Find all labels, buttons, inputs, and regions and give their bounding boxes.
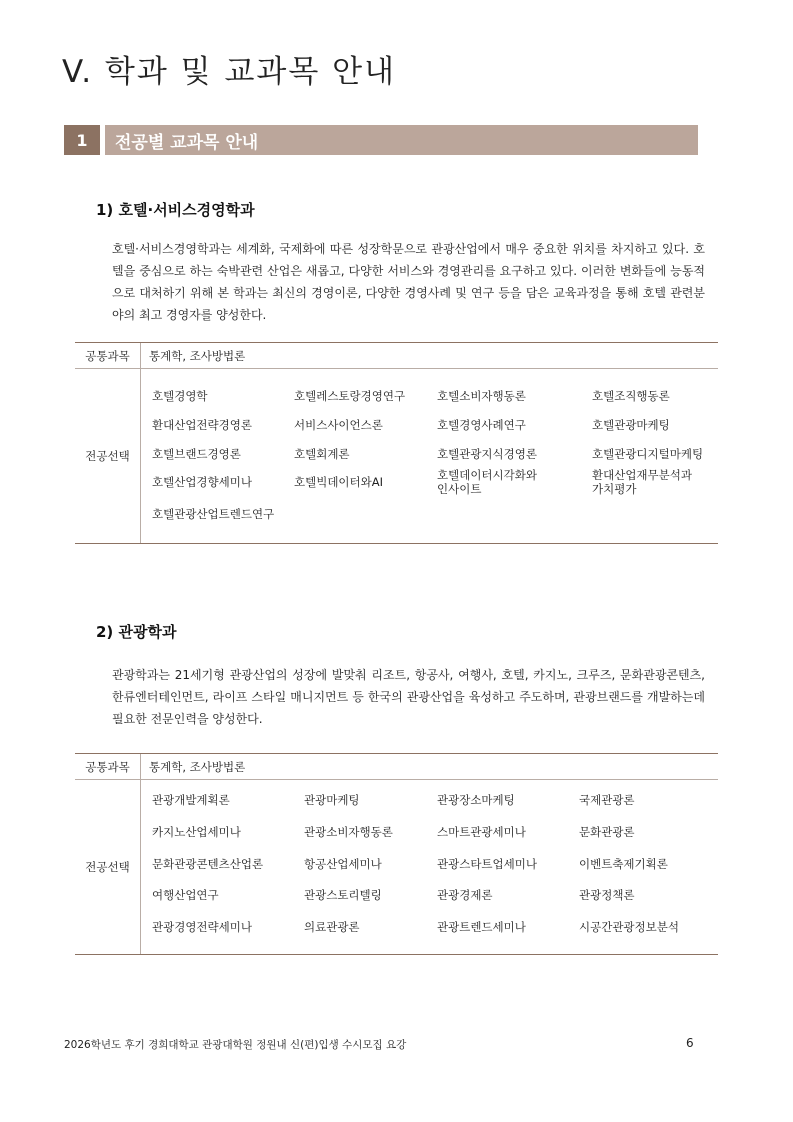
course-item: 호텔산업경향세미나: [152, 475, 252, 489]
course-item: 관광정책론: [579, 888, 635, 902]
course-item: 서비스사이언스론: [294, 418, 383, 432]
course-item: 호텔데이터시각화와 인사이트: [437, 468, 537, 496]
chapter-title: V. 학과 및 교과목 안내: [62, 54, 397, 90]
course-item: 문화관광콘텐츠산업론: [152, 857, 264, 871]
course-item: 의료관광론: [304, 920, 360, 934]
course-item: 관광마케팅: [304, 793, 360, 807]
course-item: 환대산업전략경영론: [152, 418, 252, 432]
course-item: 호텔관광디지털마케팅: [592, 447, 704, 461]
course-item: 관광소비자행동론: [304, 825, 393, 839]
course-item: 카지노산업세미나: [152, 825, 241, 839]
dept-heading-tourism: 2) 관광학과: [96, 623, 177, 641]
course-item: 호텔브랜드경영론: [152, 447, 241, 461]
dept-heading-hotel: 1) 호텔·서비스경영학과: [96, 201, 255, 219]
course-item: 관광스토리텔링: [304, 888, 382, 902]
course-grid: [141, 780, 718, 954]
course-item: 항공산업세미나: [304, 857, 382, 871]
course-item: 국제관광론: [579, 793, 635, 807]
course-item: 호텔관광지식경영론: [437, 447, 537, 461]
course-item: 호텔레스토랑경영연구: [294, 389, 406, 403]
course-item: 문화관광론: [579, 825, 635, 839]
course-item: 호텔조직행동론: [592, 389, 670, 403]
major-electives-row: [75, 780, 718, 954]
major-electives-label: 전공선택: [75, 369, 141, 543]
course-item: 관광경영전략세미나: [152, 920, 252, 934]
course-item: 호텔관광산업트렌드연구: [152, 507, 275, 521]
section-title: 전공별 교과목 안내: [105, 125, 698, 155]
course-grid: [141, 369, 718, 543]
course-item: 호텔경영사례연구: [437, 418, 526, 432]
common-courses-row: [75, 343, 718, 369]
major-electives-label: 전공선택: [75, 780, 141, 954]
course-item: 환대산업재무분석과 가치평가: [592, 468, 692, 496]
course-item: 여행산업연구: [152, 888, 219, 902]
course-item: 호텔회계론: [294, 447, 350, 461]
course-item: 호텔관광마케팅: [592, 418, 670, 432]
course-table-tourism: [75, 753, 718, 955]
page-number: 6: [686, 1036, 694, 1050]
course-item: 스마트관광세미나: [437, 825, 526, 839]
course-item: 관광트렌드세미나: [437, 920, 526, 934]
dept-description-hotel: 호텔·서비스경영학과는 세계화, 국제화에 따른 성장학문으로 관광산업에서 매우 중요한 위치를 차지하고 있다. 호텔을 중심으로 하는 숙박관련 산업은 새롭고, 다양한 서비스와 경영관리를 요구하고 있다. 이러한 변화들에 능동적으로 대처하기 위해 본 학과는 최신의 경영이론, 다양한 경영사례 및 연구 등을 담은 교육과정을 통해 호텔 관련분야의 최고 경영자를 양성한다.: [112, 242, 705, 322]
course-item: 이벤트축제기획론: [579, 857, 668, 871]
course-item: 호텔빅데이터와AI: [294, 475, 384, 489]
footer-text: 2026학년도 후기 경희대학교 관광대학원 정원내 신(편)입생 수시모집 요강: [64, 1039, 407, 1051]
section-number: 1: [64, 125, 100, 155]
course-item: 관광장소마케팅: [437, 793, 515, 807]
course-item: 관광경제론: [437, 888, 493, 902]
common-courses-label: 공통과목: [75, 754, 141, 779]
common-courses-value: 통계학, 조사방법론: [149, 348, 246, 363]
course-item: 관광개발계획론: [152, 793, 230, 807]
course-item: 시공간관광정보분석: [579, 920, 679, 934]
common-courses-label: 공통과목: [75, 343, 141, 368]
major-electives-row: [75, 369, 718, 543]
common-courses-row: [75, 754, 718, 780]
dept-description-tourism: 관광학과는 21세기형 관광산업의 성장에 발맞춰 리조트, 항공사, 여행사, 호텔, 카지노, 크루즈, 문화관광콘텐츠, 한류엔터테인먼트, 라이프 스타일 매니지먼트 등 한국의 관광산업을 육성하고 주도하며, 관광브랜드를 개발하는데 필요한 전문인력을 양성한다.: [112, 668, 705, 726]
course-table-hotel: [75, 342, 718, 544]
course-item: 호텔소비자행동론: [437, 389, 526, 403]
course-item: 호텔경영학: [152, 389, 208, 403]
course-item: 관광스타트업세미나: [437, 857, 537, 871]
common-courses-value: 통계학, 조사방법론: [149, 759, 246, 774]
section-header-bar: [64, 125, 698, 155]
